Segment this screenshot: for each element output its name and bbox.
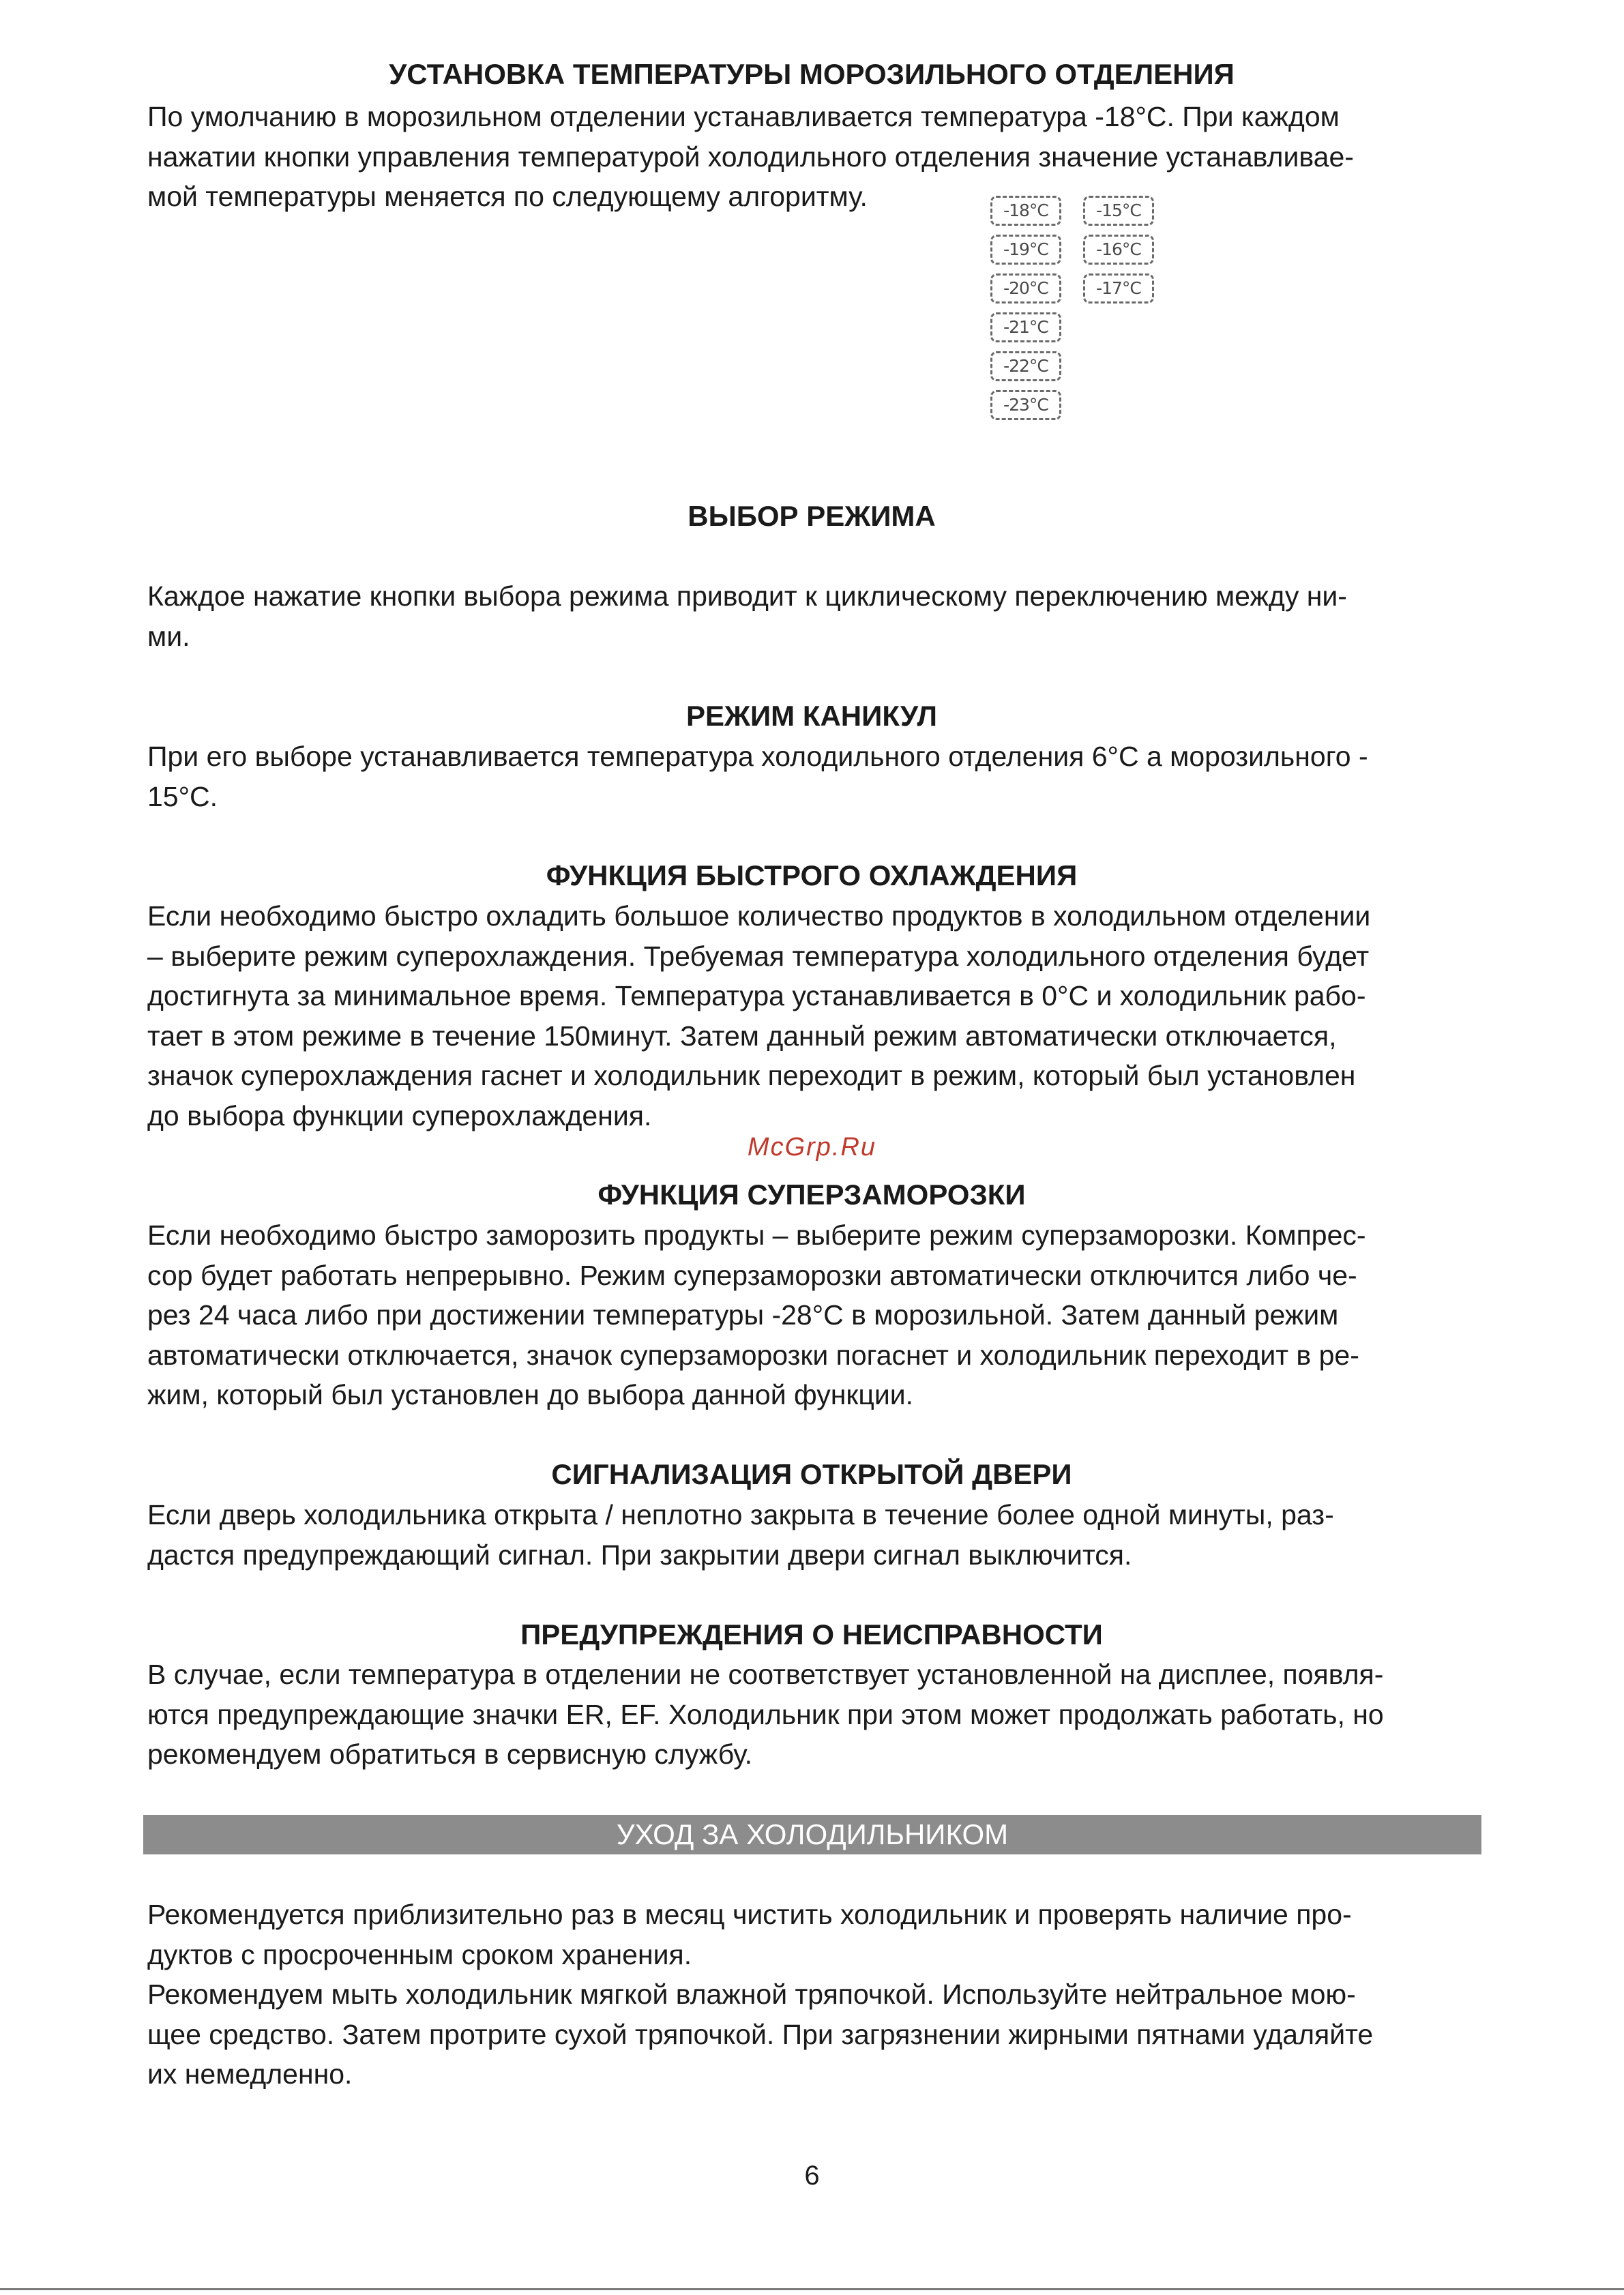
temperature-box: -22°C	[990, 351, 1061, 381]
text-line: тает в этом режиме в течение 150минут. Затем данный режим автоматически отключается,	[147, 1020, 1337, 1052]
text-line: Рекомендуется приблизительно раз в месяц чистить холодильник и проверять наличие про-	[147, 1899, 1352, 1930]
temperature-box: -20°C	[990, 273, 1061, 303]
temperature-box: -18°C	[990, 196, 1061, 226]
text-line: щее средство. Затем протрите сухой тряпочкой. При загрязнении жирными пятнами удаляйте	[147, 2018, 1374, 2050]
temperature-box: -17°C	[1083, 273, 1154, 303]
section-title-door-alarm: СИГНАЛИЗАЦИЯ ОТКРЫТОЙ ДВЕРИ	[551, 1458, 1072, 1490]
paragraph-super-freeze	[147, 1215, 1484, 1415]
text-line: дуктов с просроченным сроком хранения.	[147, 1938, 692, 1970]
text-line: – выберите режим суперохлаждения. Требуемая температура холодильного отделения будет	[147, 940, 1370, 972]
text-line: ются предупреждающие значки ER, EF. Холодильник при этом может продолжать работать, но	[147, 1698, 1384, 1730]
text-line: ми.	[147, 620, 190, 652]
temperature-box: -15°C	[1083, 196, 1154, 226]
text-line: Если дверь холодильника открыта / неплотно закрыта в течение более одной минуты, раз-	[147, 1499, 1334, 1530]
section-title-mode-selection: ВЫБОР РЕЖИМА	[688, 500, 936, 532]
text-line: достигнута за минимальное время. Температура устанавливается в 0°C и холодильник рабо-	[147, 980, 1366, 1011]
paragraph-vacation-mode	[147, 737, 1484, 816]
text-line: Если необходимо быстро заморозить продукты – выберите режим суперзаморозки. Компрес-	[147, 1219, 1366, 1251]
text-line: рекомендуем обратиться в сервисную службу.	[147, 1738, 753, 1770]
section-banner-care: УХОД ЗА ХОЛОДИЛЬНИКОМ	[143, 1815, 1481, 1854]
text-line: жим, который был установлен до выбора данной функции.	[147, 1379, 914, 1410]
section-title-freezer-temperature: УСТАНОВКА ТЕМПЕРАТУРЫ МОРОЗИЛЬНОГО ОТДЕЛЕНИЯ	[389, 58, 1235, 90]
text-line: 15°C.	[147, 780, 218, 812]
temperature-algorithm-diagram	[990, 196, 1161, 428]
text-line: автоматически отключается, значок суперзаморозки погаснет и холодильник переходит в ре-	[147, 1339, 1359, 1371]
watermark: McGrp.Ru	[747, 1133, 877, 1161]
temperature-box: -21°C	[990, 312, 1061, 342]
temperature-box: -16°C	[1083, 235, 1154, 265]
paragraph-malfunction-warnings	[147, 1655, 1484, 1775]
text-line: Если необходимо быстро охладить большое количество продуктов в холодильном отделении	[147, 900, 1371, 932]
text-line: Каждое нажатие кнопки выбора режима приводит к циклическому переключению между ни-	[147, 580, 1347, 612]
text-line: рез 24 часа либо при достижении температуры -28°C в морозильной. Затем данный режим	[147, 1299, 1339, 1331]
section-title-malfunction-warnings: ПРЕДУПРЕЖДЕНИЯ О НЕИСПРАВНОСТИ	[520, 1618, 1103, 1650]
text-line: значок суперохлаждения гаснет и холодильник переходит в режим, который был установлен	[147, 1060, 1356, 1091]
paragraph-freezer-temperature	[147, 97, 1484, 217]
text-line: дастся предупреждающий сигнал. При закрытии двери сигнал выключится.	[147, 1539, 1132, 1571]
paragraph-fast-cooling	[147, 896, 1484, 1136]
page-number: 6	[804, 2161, 820, 2191]
section-title-vacation-mode: РЕЖИМ КАНИКУЛ	[686, 700, 937, 732]
paragraph-mode-selection	[147, 576, 1484, 656]
paragraph-door-alarm	[147, 1495, 1484, 1575]
text-line: сор будет работать непрерывно. Режим суперзаморозки автоматически отключится либо че-	[147, 1259, 1357, 1291]
text-line: их немедленно.	[147, 2058, 353, 2090]
text-line: В случае, если температура в отделении не соответствует установленной на дисплее, появля-	[147, 1659, 1384, 1690]
text-line: По умолчанию в морозильном отделении устанавливается температура -18°C. При каждом	[147, 101, 1340, 132]
text-line: мой температуры меняется по следующему алгоритму.	[147, 181, 868, 212]
text-line: При его выборе устанавливается температура холодильного отделения 6°C а морозильного -	[147, 741, 1368, 772]
text-line: нажатии кнопки управления температурой холодильного отделения значение устанавливае-	[147, 140, 1354, 173]
text-line: Рекомендуем мыть холодильник мягкой влажной тряпочкой. Используйте нейтральное мою-	[147, 1979, 1356, 2010]
temperature-box: -19°C	[990, 235, 1061, 265]
text-line: до выбора функции суперохлаждения.	[147, 1099, 652, 1131]
paragraph-care	[147, 1895, 1484, 2094]
section-title-fast-cooling: ФУНКЦИЯ БЫСТРОГО ОХЛАЖДЕНИЯ	[546, 859, 1078, 891]
bottom-divider	[0, 2288, 1624, 2290]
temperature-box: -23°C	[990, 390, 1061, 420]
section-title-super-freeze: ФУНКЦИЯ СУПЕРЗАМОРОЗКИ	[597, 1179, 1026, 1211]
